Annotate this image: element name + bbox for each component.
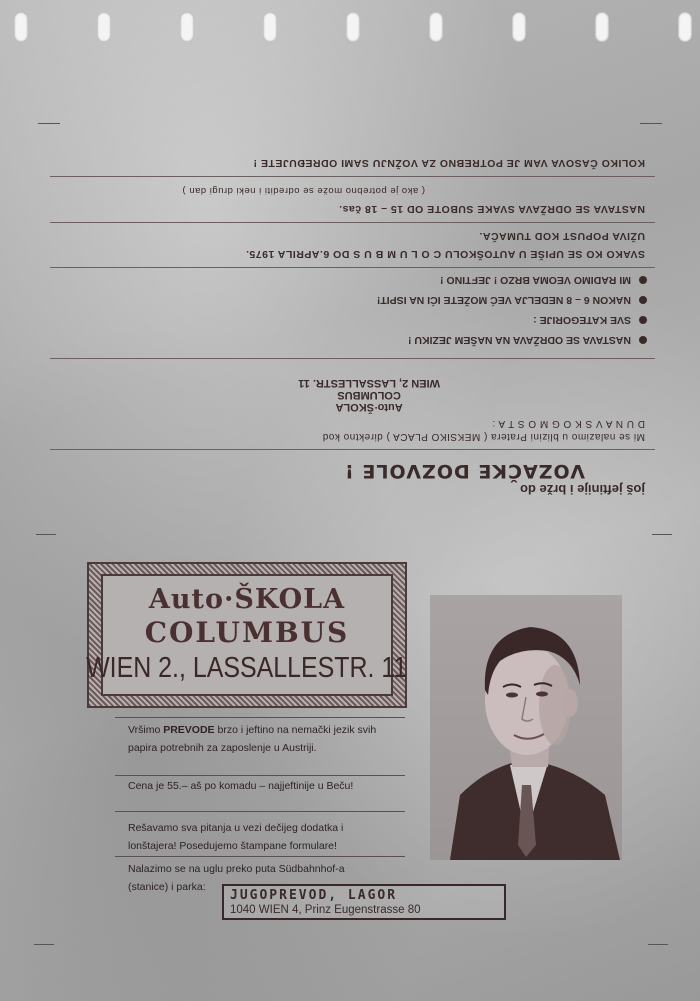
crop-mark	[38, 123, 60, 124]
divider	[115, 811, 405, 812]
crop-mark	[34, 944, 54, 945]
list-item-text: MI RADIMO VEOMA BRZO ! JEFTINO !	[440, 274, 631, 286]
stamp-address: 1040 WIEN 4, Prinz Eugenstrasse 80	[230, 904, 421, 916]
flipped-heading	[344, 460, 645, 497]
crop-mark	[36, 534, 56, 535]
list-item	[377, 330, 647, 350]
crop-mark	[652, 534, 672, 535]
list-item-text: SVE KATEGORIJE :	[533, 314, 631, 326]
flipped-heading-line1: još jeftinije i brže do	[520, 482, 645, 497]
crop-mark	[640, 123, 662, 124]
flipped-logo-line: COLUMBUS	[337, 389, 401, 401]
list-item-text: NAKON 6 – 8 NEDELJA VEĆ MOŽETE IĆI NA ISPIT!	[376, 294, 631, 306]
flipped-enroll-line: SVAKO KO SE UPIŠE U AUTOŠKOLU C O L U M B U S DO 6.APRILA 1975.	[245, 248, 645, 260]
flipped-bullet-list	[377, 270, 647, 350]
flipped-logo-line: WIEN 2, LASSALLESTR. 11	[298, 377, 440, 389]
paragraph-text: Vršimo	[128, 724, 164, 736]
divider	[50, 449, 655, 450]
bullet-icon	[639, 336, 647, 344]
crop-mark	[648, 944, 668, 945]
school-logo	[86, 574, 408, 696]
binder-hole	[512, 12, 526, 42]
portrait-image	[430, 595, 622, 860]
list-item	[377, 310, 647, 330]
company-stamp	[222, 884, 506, 920]
flipped-logo	[298, 377, 440, 413]
list-item	[377, 270, 647, 290]
translation-paragraph	[128, 721, 388, 757]
list-item-text: NASTAVA SE ODRŽAVA NA NAŠEM JEZIKU !	[407, 334, 631, 346]
flipped-schedule-line: NASTAVA SE ODRŽAVA SVAKE SUBOTE OD 15 – 18 čas.	[338, 203, 645, 215]
divider	[50, 267, 655, 268]
paragraph-text: brzo i jeftino na nemački jezik svih papira potrebnih za zaposlenje u Austriji.	[128, 724, 377, 754]
upside-down-flyer	[50, 135, 655, 505]
logo-address: WIEN 2., LASSALLESTR. 11	[86, 652, 408, 684]
binder-hole	[14, 12, 28, 42]
divider	[50, 358, 655, 359]
location-paragraph: Nalazimo se na uglu preko puta Südbahnhof-a (stanice) i parka:	[128, 863, 345, 893]
flipped-heading-line2: VOZAČKE DOZVOLE !	[344, 460, 585, 482]
portrait-photo	[430, 595, 622, 860]
logo-title: Auto·ŠKOLA	[148, 584, 346, 615]
binder-hole	[595, 12, 609, 42]
bullet-icon	[639, 276, 647, 284]
flipped-location-line: Mi se nalazimo u blizini Pratera ( MEKSIKO PLACA ) direktno kod	[322, 431, 645, 442]
list-item	[377, 290, 647, 310]
school-logo-box	[87, 562, 407, 708]
binder-hole	[263, 12, 277, 42]
services-paragraph: Rešavamo sva pitanja u vezi dečijeg dodatka i lonštajera! Posedujemo štampane formulare!	[128, 822, 344, 852]
divider	[115, 775, 405, 776]
flipped-schedule-note: ( ako je potrebno može se odrediti i neki drugi dan )	[181, 185, 425, 196]
binder-hole	[429, 12, 443, 42]
binder-hole	[180, 12, 194, 42]
flipped-location-line: D U N A V S K O G M O S T A :	[491, 418, 645, 429]
binder-hole	[97, 12, 111, 42]
divider	[50, 222, 655, 223]
divider	[50, 176, 655, 177]
flipped-location	[322, 417, 645, 443]
divider	[115, 717, 405, 718]
divider	[115, 856, 405, 857]
stamp-company-name: JUGOPREVOD, LAGOR	[230, 888, 398, 903]
bullet-icon	[639, 296, 647, 304]
flipped-logo-line: Auto·ŠKOLA	[335, 401, 403, 413]
logo-name: COLUMBUS	[144, 616, 350, 649]
flipped-hours-line: KOLIKO ČASOVA VAM JE POTREBNO ZA VOŽNJU SAMI ODREĐUJETE !	[253, 157, 645, 169]
price-paragraph: Cena je 55.– aš po komadu – najjeftinije u Beču!	[128, 780, 354, 792]
bullet-icon	[639, 316, 647, 324]
flipped-discount-line: UŽIVA POPUST KOD TUMAČA.	[479, 230, 645, 242]
binder-hole	[678, 12, 692, 42]
paragraph-highlight: PREVODE	[163, 724, 215, 736]
binder-hole	[346, 12, 360, 42]
